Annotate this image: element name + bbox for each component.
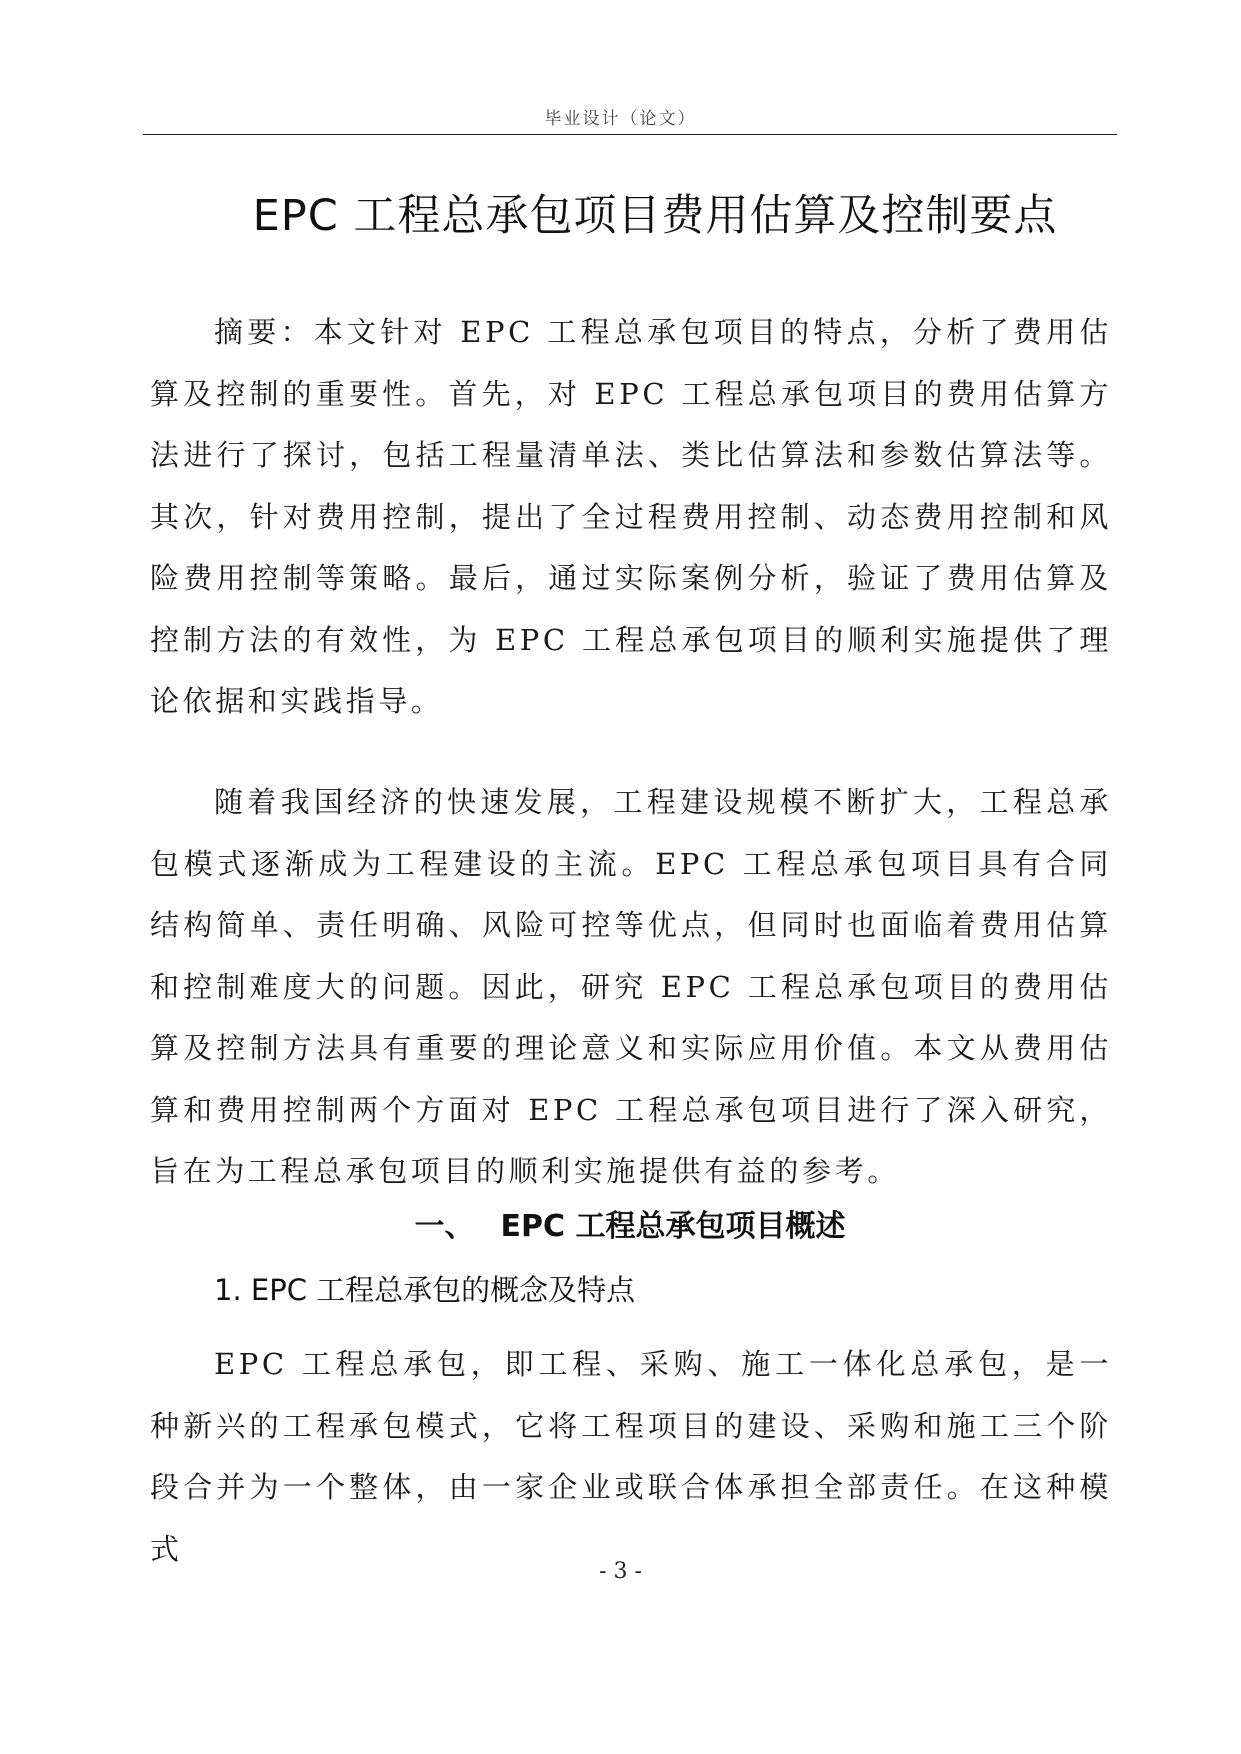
header-rule: [143, 134, 1117, 135]
intro-paragraph: 随着我国经济的快速发展，工程建设规模不断扩大，工程总承包模式逐渐成为工程建设的主流。EPC 工程总承包项目具有合同结构简单、责任明确、风险可控等优点，但同时也面临着费用估算和控制难度大的问题。因此，研究 EPC 工程总承包项目的费用估算及控制方法具有重要的理论意义和实际应用价值。本文从费用估算和费用控制两个方面对 EPC 工程总承包项目进行了深入研究，旨在为工程总承包项目的顺利实施提供有益的参考。: [150, 785, 1112, 1188]
section-heading: [143, 1205, 1117, 1249]
abstract-paragraph: 摘要：本文针对 EPC 工程总承包项目的特点，分析了费用估算及控制的重要性。首先，对 EPC 工程总承包项目的费用估算方法进行了探讨，包括工程量清单法、类比估算法和参数估算法等。其次，针对费用控制，提出了全过程费用控制、动态费用控制和风险费用控制等策略。最后，通过实际案例分析，验证了费用估算及控制方法的有效性，为 EPC 工程总承包项目的顺利实施提供了理论依据和实践指导。: [150, 315, 1112, 718]
document-title: EPC 工程总承包项目费用估算及控制要点: [252, 191, 1058, 241]
subsection-heading: 1. EPC 工程总承包的概念及特点: [214, 1273, 636, 1307]
section-title: EPC 工程总承包项目概述: [500, 1209, 846, 1244]
body-paragraph: EPC 工程总承包，即工程、采购、施工一体化总承包，是一种新兴的工程承包模式，它将工程项目的建设、采购和施工三个阶段合并为一个整体，由一家企业或联合体承担全部责任。在这种模式: [150, 1347, 1112, 1566]
running-header: 毕业设计（论文）: [544, 109, 697, 129]
page-number: - 3 -: [599, 1559, 642, 1584]
section-number: 一、: [414, 1209, 475, 1244]
